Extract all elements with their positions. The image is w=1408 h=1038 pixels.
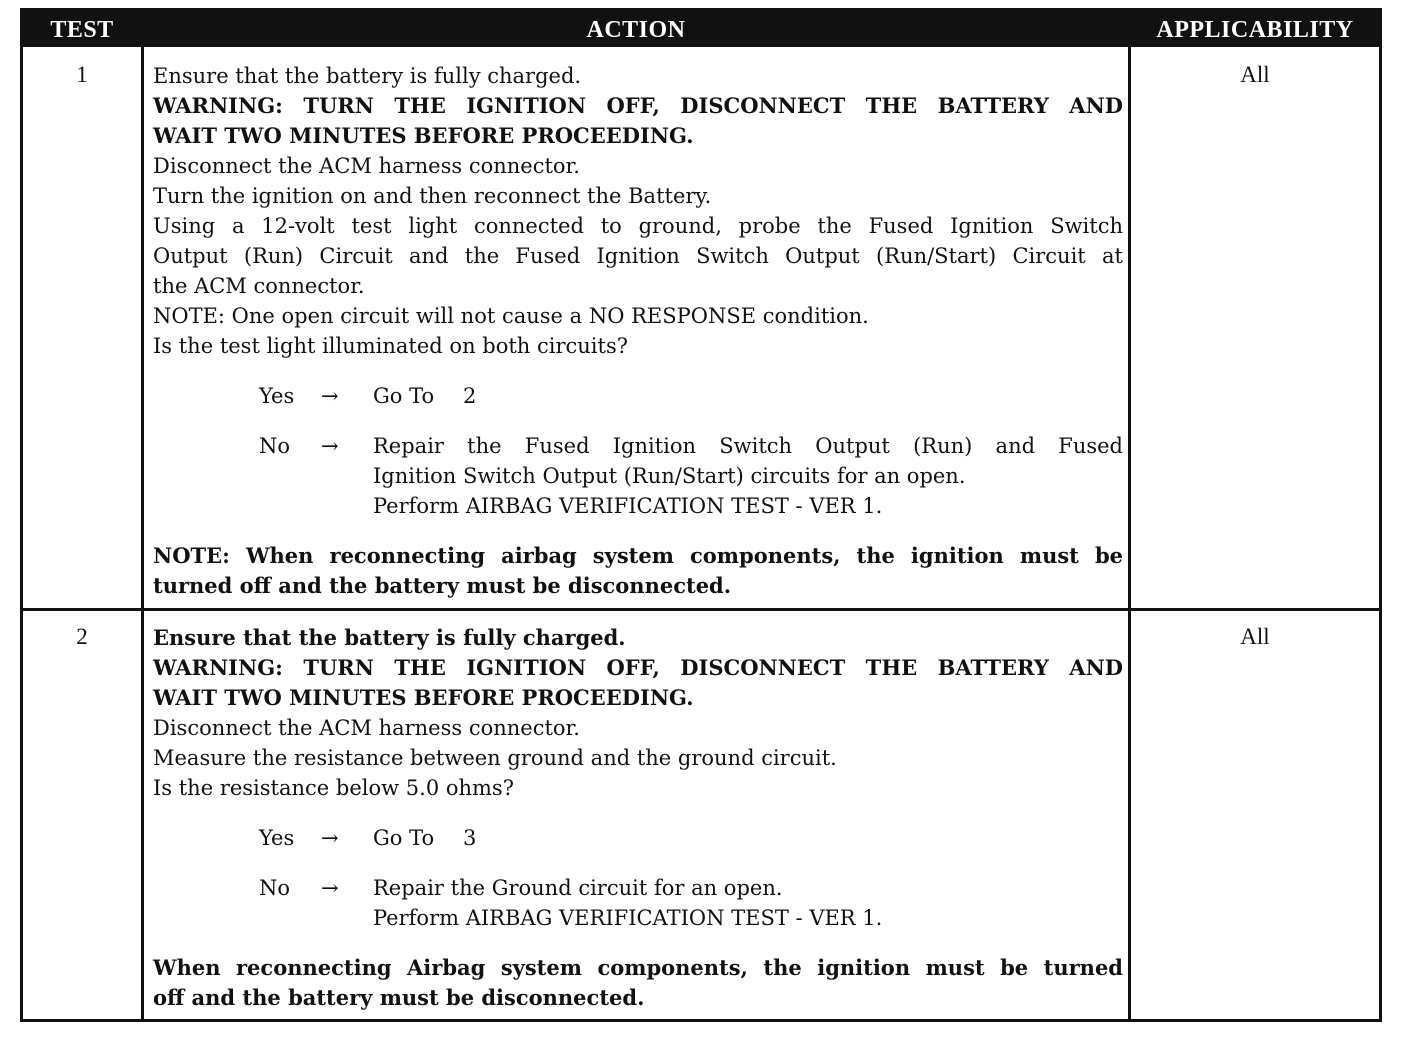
action-line: Using a 12-volt test light connected to ground, probe the Fused Ignition Switch bbox=[153, 214, 1123, 238]
yes-label: Yes bbox=[259, 384, 295, 408]
warning-line: WARNING: TURN THE IGNITION OFF, DISCONNECT THE BATTERY AND bbox=[153, 655, 1123, 680]
goto-label: Go To bbox=[373, 384, 435, 408]
goto-target: 2 bbox=[463, 384, 477, 408]
diagnostic-table bbox=[20, 8, 1382, 1022]
yes-label: Yes bbox=[259, 826, 295, 850]
goto-label: Go To bbox=[373, 826, 435, 850]
header-test: TEST bbox=[50, 17, 114, 43]
action-line: Ensure that the battery is fully charged. bbox=[153, 625, 626, 650]
test-number: 1 bbox=[76, 62, 88, 87]
no-action-line: Ignition Switch Output (Run/Start) circuits for an open. bbox=[373, 464, 966, 488]
arrow-icon: → bbox=[321, 826, 339, 850]
warning-line: WAIT TWO MINUTES BEFORE PROCEEDING. bbox=[153, 685, 694, 710]
no-label: No bbox=[259, 876, 291, 900]
action-line: Ensure that the battery is fully charged. bbox=[153, 64, 582, 88]
arrow-icon: → bbox=[321, 434, 339, 458]
no-branch bbox=[153, 873, 1123, 903]
warning-line: WARNING: TURN THE IGNITION OFF, DISCONNECT THE BATTERY AND bbox=[153, 93, 1123, 118]
action-line: Turn the ignition on and then reconnect the Battery. bbox=[153, 184, 712, 208]
no-label: No bbox=[259, 434, 291, 458]
test-number: 2 bbox=[76, 624, 88, 649]
no-action-line: Perform AIRBAG VERIFICATION TEST - VER 1. bbox=[373, 494, 883, 518]
action-line: Measure the resistance between ground and the ground circuit. bbox=[153, 746, 837, 770]
action-line: the ACM connector. bbox=[153, 274, 365, 298]
applicability-value: All bbox=[1240, 62, 1270, 87]
no-action-line: Perform AIRBAG VERIFICATION TEST - VER 1. bbox=[373, 906, 883, 930]
warning-line: WAIT TWO MINUTES BEFORE PROCEEDING. bbox=[153, 123, 694, 148]
goto-target: 3 bbox=[463, 826, 477, 850]
yes-branch bbox=[153, 823, 1123, 853]
arrow-icon: → bbox=[321, 384, 339, 408]
note-line: When reconnecting Airbag system components, the ignition must be turned bbox=[153, 955, 1123, 980]
question-line: Is the test light illuminated on both circuits? bbox=[153, 334, 628, 358]
no-action-line: Repair the Ground circuit for an open. bbox=[373, 876, 783, 900]
row-divider bbox=[23, 608, 1379, 611]
action-cell-test-1 bbox=[153, 61, 1123, 601]
header-applicability: APPLICABILITY bbox=[1156, 17, 1354, 43]
action-line: Disconnect the ACM harness connector. bbox=[153, 716, 580, 740]
header-action: ACTION bbox=[586, 17, 686, 43]
note-line: NOTE: One open circuit will not cause a NO RESPONSE condition. bbox=[153, 304, 869, 328]
question-line: Is the resistance below 5.0 ohms? bbox=[153, 776, 514, 800]
action-line: Disconnect the ACM harness connector. bbox=[153, 154, 580, 178]
action-cell-test-2 bbox=[153, 623, 1123, 1013]
note-line: turned off and the battery must be disconnected. bbox=[153, 573, 732, 598]
note-line: off and the battery must be disconnected. bbox=[153, 985, 645, 1010]
arrow-icon: → bbox=[321, 876, 339, 900]
column-divider bbox=[1128, 47, 1131, 1019]
applicability-value: All bbox=[1240, 624, 1270, 649]
note-line: NOTE: When reconnecting airbag system components, the ignition must be bbox=[153, 543, 1123, 568]
table-header bbox=[23, 11, 1379, 47]
no-branch bbox=[153, 431, 1123, 461]
yes-branch bbox=[153, 381, 1123, 411]
action-line: Output (Run) Circuit and the Fused Ignition Switch Output (Run/Start) Circuit at bbox=[153, 244, 1123, 268]
column-divider bbox=[141, 47, 144, 1019]
no-action-line: Repair the Fused Ignition Switch Output (Run) and Fused bbox=[373, 434, 1123, 458]
